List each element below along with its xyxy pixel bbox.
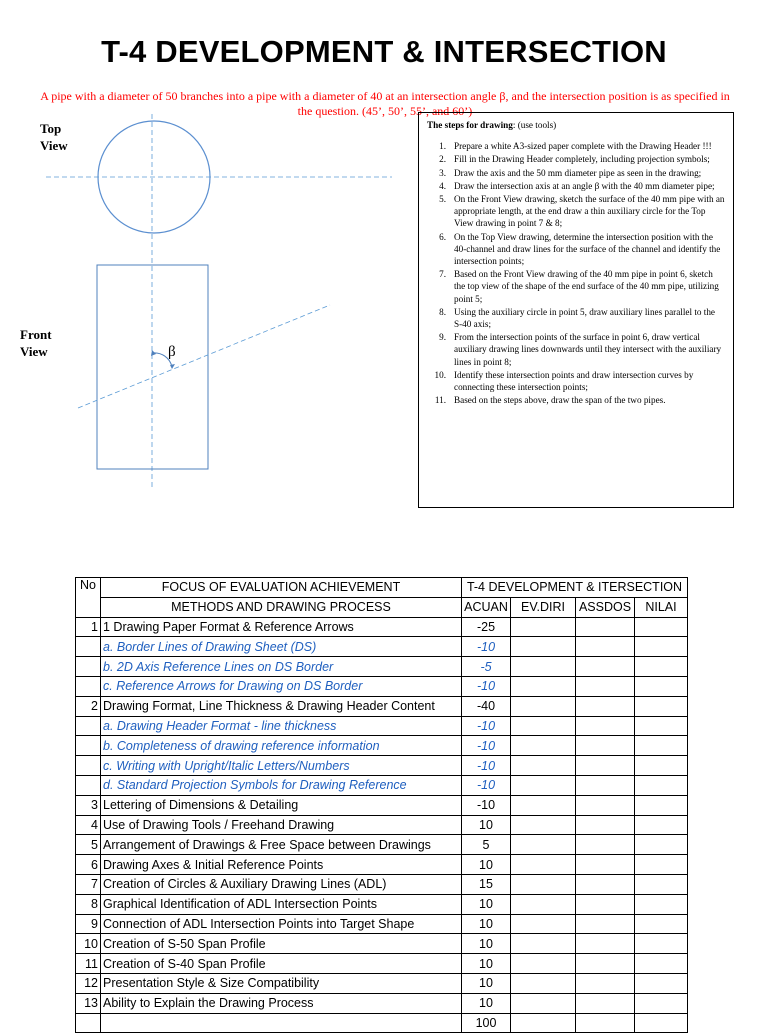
front-view-pipe-rectangle [97,265,208,469]
row-description: 1 Drawing Paper Format & Reference Arrows [101,617,462,637]
row-acuan: 10 [462,855,511,875]
row-no [76,1013,101,1033]
row-description: Lettering of Dimensions & Detailing [101,795,462,815]
row-acuan: 10 [462,894,511,914]
header-ev-diri: EV.DIRI [511,597,576,617]
step-text: Draw the axis and the 50 mm diameter pipe as seen in the drawing; [454,167,702,178]
row-assdos[interactable] [576,835,635,855]
step-number: 2. [439,154,446,165]
technical-drawing [0,110,410,500]
table-row [76,736,688,756]
row-assdos[interactable] [576,716,635,736]
step-number: 1. [439,141,446,152]
step-item [427,394,725,406]
step-item [427,167,725,179]
row-ev-diri[interactable] [511,696,576,716]
step-number: 3. [439,167,446,178]
table-row [76,637,688,657]
row-acuan: -40 [462,696,511,716]
row-description: Arrangement of Drawings & Free Space between Drawings [101,835,462,855]
row-assdos[interactable] [576,676,635,696]
front-view-label-line2: View [20,344,48,359]
row-acuan: -5 [462,657,511,677]
row-acuan: -10 [462,637,511,657]
row-assdos[interactable] [576,637,635,657]
row-no [76,775,101,795]
row-no: 10 [76,934,101,954]
row-ev-diri[interactable] [511,894,576,914]
row-ev-diri[interactable] [511,637,576,657]
header-focus-line1: FOCUS OF EVALUATION ACHIEVEMENT [101,578,462,598]
header-acuan: ACUAN [462,597,511,617]
row-nilai[interactable] [635,1013,688,1033]
row-nilai[interactable] [635,657,688,677]
row-acuan: 10 [462,914,511,934]
row-nilai[interactable] [635,815,688,835]
step-text: Using the auxiliary circle in point 5, draw auxiliary lines parallel to the S-40 axis; [454,306,716,330]
steps-heading [427,119,725,131]
table-row [76,696,688,716]
row-no: 13 [76,993,101,1013]
step-number: 5. [439,194,446,205]
row-description: Presentation Style & Size Compatibility [101,973,462,993]
row-acuan: -10 [462,736,511,756]
step-item [427,193,725,230]
row-acuan: -10 [462,676,511,696]
row-nilai[interactable] [635,934,688,954]
row-acuan: 10 [462,815,511,835]
step-text: Based on the Front View drawing of the 40 mm pipe in point 6, sketch the top view of the shape of the end surface of the 40 mm pipe, utilizing point 5; [454,269,719,304]
row-no: 12 [76,973,101,993]
row-acuan: -10 [462,756,511,776]
row-nilai[interactable] [635,954,688,974]
row-ev-diri[interactable] [511,954,576,974]
step-text: On the Top View drawing, determine the intersection position with the 40-channel and draw lines for the surface of the channel and identify the intersection points; [454,231,721,267]
row-no: 8 [76,894,101,914]
row-assdos[interactable] [576,795,635,815]
row-no: 4 [76,815,101,835]
header-assdos: ASSDOS [576,597,635,617]
header-no: No [76,578,101,618]
step-number: 8. [439,306,446,317]
row-no: 9 [76,914,101,934]
row-description: c. Reference Arrows for Drawing on DS Border [101,676,462,696]
step-text: Draw the intersection axis at an angle β with the 40 mm diameter pipe; [454,180,715,191]
evaluation-table-body [76,617,688,1033]
row-description: Creation of S-50 Span Profile [101,934,462,954]
row-nilai[interactable] [635,914,688,934]
row-description: a. Border Lines of Drawing Sheet (DS) [101,637,462,657]
row-ev-diri[interactable] [511,855,576,875]
row-acuan: -10 [462,775,511,795]
table-row [76,894,688,914]
table-row [76,993,688,1013]
row-description: b. Completeness of drawing reference information [101,736,462,756]
row-ev-diri[interactable] [511,775,576,795]
step-item [427,331,725,368]
row-assdos[interactable] [576,894,635,914]
step-text: From the intersection points of the surface in point 6, draw vertical auxiliary drawing lines downwards until they intersect with the auxiliary lines in point 8; [454,332,722,367]
row-nilai[interactable] [635,973,688,993]
top-view-label-line1: Top [40,121,62,136]
row-ev-diri[interactable] [511,835,576,855]
table-row [76,914,688,934]
row-description: Graphical Identification of ADL Intersection Points [101,894,462,914]
row-assdos[interactable] [576,973,635,993]
row-acuan: -25 [462,617,511,637]
row-ev-diri[interactable] [511,736,576,756]
row-assdos[interactable] [576,815,635,835]
row-assdos[interactable] [576,934,635,954]
row-description: d. Standard Projection Symbols for Drawing Reference [101,775,462,795]
table-header-row-1 [76,578,688,598]
row-assdos[interactable] [576,617,635,637]
row-ev-diri[interactable] [511,676,576,696]
row-no: 2 [76,696,101,716]
intersection-axis-line [78,305,330,408]
steps-heading-bold: The steps for drawing [427,120,513,130]
row-nilai[interactable] [635,637,688,657]
row-ev-diri[interactable] [511,657,576,677]
row-acuan: -10 [462,716,511,736]
table-row [76,874,688,894]
table-row [76,756,688,776]
row-acuan: 5 [462,835,511,855]
row-ev-diri[interactable] [511,973,576,993]
step-item [427,306,725,330]
step-item [427,180,725,192]
row-description: c. Writing with Upright/Italic Letters/Numbers [101,756,462,776]
row-no: 6 [76,855,101,875]
table-row [76,1013,688,1033]
step-item [427,140,725,152]
problem-statement: A pipe with a diameter of 50 branches into a pipe with a diameter of 40 at an intersection angle β, and the intersection position is as specified in the question. (45’, 50’, 55’, and 60’) [40,89,730,118]
table-row [76,657,688,677]
step-text: On the Front View drawing, sketch the surface of the 40 mm pipe with an appropriate length, at the end draw a thin auxiliary circle for the Top View drawing in point 7 & 8; [454,194,725,229]
row-ev-diri[interactable] [511,1013,576,1033]
step-item [427,231,725,268]
header-focus-line2: METHODS AND DRAWING PROCESS [101,597,462,617]
table-row [76,934,688,954]
row-assdos[interactable] [576,874,635,894]
step-number: 11. [434,395,446,406]
table-row [76,716,688,736]
table-row [76,676,688,696]
row-ev-diri[interactable] [511,716,576,736]
table-row [76,617,688,637]
front-view-label-line1: Front [20,327,52,342]
step-number: 4. [439,180,446,191]
row-no [76,736,101,756]
row-assdos[interactable] [576,657,635,677]
row-no: 11 [76,954,101,974]
table-row [76,835,688,855]
header-nilai: NILAI [635,597,688,617]
step-item [427,268,725,305]
row-acuan: 10 [462,973,511,993]
row-ev-diri[interactable] [511,934,576,954]
row-nilai[interactable] [635,756,688,776]
row-no [76,756,101,776]
row-nilai[interactable] [635,775,688,795]
row-nilai[interactable] [635,855,688,875]
row-nilai[interactable] [635,874,688,894]
row-ev-diri[interactable] [511,993,576,1013]
row-ev-diri[interactable] [511,617,576,637]
row-description: Drawing Format, Line Thickness & Drawing Header Content [101,696,462,716]
table-row [76,855,688,875]
row-no: 3 [76,795,101,815]
evaluation-table [75,577,688,1033]
row-no [76,637,101,657]
row-description: Ability to Explain the Drawing Process [101,993,462,1013]
row-nilai[interactable] [635,716,688,736]
beta-angle-label: β [168,344,176,360]
drawing-steps-box [418,112,734,508]
step-number: 7. [439,269,446,280]
row-nilai[interactable] [635,617,688,637]
row-assdos[interactable] [576,756,635,776]
row-nilai[interactable] [635,676,688,696]
row-description: Drawing Axes & Initial Reference Points [101,855,462,875]
header-group: T-4 DEVELOPMENT & ITERSECTION [462,578,688,598]
row-acuan: 15 [462,874,511,894]
row-nilai[interactable] [635,696,688,716]
row-acuan: 100 [462,1013,511,1033]
row-description: Creation of S-40 Span Profile [101,954,462,974]
row-ev-diri[interactable] [511,914,576,934]
row-acuan: -10 [462,795,511,815]
row-description: b. 2D Axis Reference Lines on DS Border [101,657,462,677]
row-assdos[interactable] [576,1013,635,1033]
row-no: 7 [76,874,101,894]
row-description: Creation of Circles & Auxiliary Drawing Lines (ADL) [101,874,462,894]
row-assdos[interactable] [576,993,635,1013]
row-no [76,657,101,677]
row-nilai[interactable] [635,736,688,756]
page-title: T-4 DEVELOPMENT & INTERSECTION [101,34,667,69]
step-item [427,369,725,393]
row-acuan: 10 [462,954,511,974]
table-row [76,815,688,835]
steps-list [427,140,725,406]
step-text: Prepare a white A3-sized paper complete with the Drawing Header !!! [454,141,712,152]
row-description: Use of Drawing Tools / Freehand Drawing [101,815,462,835]
row-ev-diri[interactable] [511,756,576,776]
row-assdos[interactable] [576,696,635,716]
table-row [76,973,688,993]
row-ev-diri[interactable] [511,815,576,835]
row-no [76,676,101,696]
step-text: Based on the steps above, draw the span of the two pipes. [454,395,666,406]
row-assdos[interactable] [576,855,635,875]
steps-heading-rest: : (use tools) [512,120,557,130]
row-nilai[interactable] [635,894,688,914]
row-acuan: 10 [462,934,511,954]
row-no: 5 [76,835,101,855]
row-assdos[interactable] [576,775,635,795]
row-ev-diri[interactable] [511,874,576,894]
row-description [101,1013,462,1033]
table-row [76,795,688,815]
row-assdos[interactable] [576,954,635,974]
row-ev-diri[interactable] [511,795,576,815]
step-text: Identify these intersection points and draw intersection curves by connecting these intersection points; [454,369,694,393]
step-item [427,153,725,165]
row-description: a. Drawing Header Format - line thickness [101,716,462,736]
table-row [76,775,688,795]
row-description: Connection of ADL Intersection Points into Target Shape [101,914,462,934]
table-header-row-2 [76,597,688,617]
step-text: Fill in the Drawing Header completely, including projection symbols; [454,154,710,165]
row-acuan: 10 [462,993,511,1013]
row-nilai[interactable] [635,835,688,855]
top-view-label-line2: View [40,138,68,153]
step-number: 9. [439,332,446,343]
row-no: 1 [76,617,101,637]
step-number: 6. [439,231,446,242]
row-assdos[interactable] [576,914,635,934]
row-nilai[interactable] [635,993,688,1013]
table-row [76,954,688,974]
row-assdos[interactable] [576,736,635,756]
row-no [76,716,101,736]
step-number: 10. [434,369,446,380]
row-nilai[interactable] [635,795,688,815]
